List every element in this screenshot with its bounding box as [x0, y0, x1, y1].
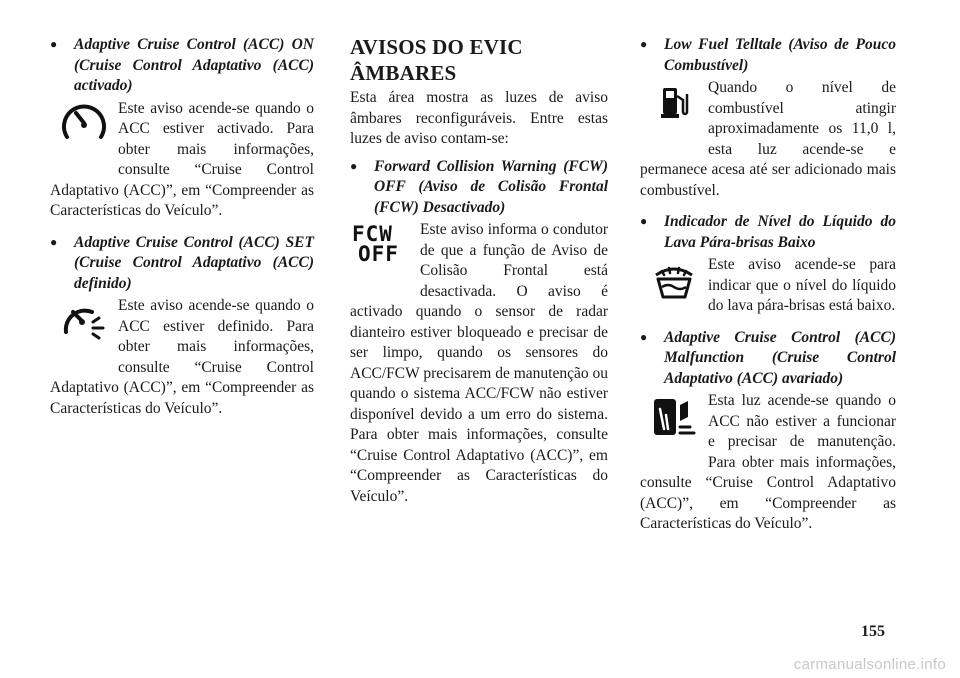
entry-heading: ● Forward Collision Warning (FCW) OFF (Aviso de Colisão Frontal (FCW) Desactivado) — [350, 157, 608, 216]
acc-malfunction-icon — [640, 395, 708, 455]
acc-malfunction-entry — [640, 327, 896, 535]
low-fuel-entry — [640, 34, 896, 201]
washer-fluid-entry — [640, 211, 896, 317]
column-3 — [640, 34, 896, 535]
fuel-pump-icon — [640, 82, 708, 142]
acc-set-entry — [50, 232, 314, 420]
entry-heading: ● Adaptive Cruise Control (ACC) ON (Cruise Control Adaptativo (ACC) activado) — [50, 36, 314, 94]
acc-set-icon — [50, 300, 118, 360]
entry-text: Quando o nível de combustível atingir aproximadamente os 11,0 l, esta luz acende-se e permanece acesa até ser adicionado mais combustível. — [640, 79, 896, 199]
entry-text: Este aviso acende-se para indicar que o nível do líquido do lava pára-brisas está baixo. — [708, 256, 896, 314]
fcw-off-entry — [350, 156, 608, 508]
entry-heading: ● Low Fuel Telltale (Aviso de Pouco Combustível) — [640, 36, 896, 74]
entry-text: Este aviso acende-se quando o ACC estiver definido. Para obter mais informações, consulte “Cruise Control Adaptativo (ACC)”, em “Compreender as Características do Veículo”. — [50, 297, 314, 417]
acc-on-entry — [50, 34, 314, 222]
column-1 — [50, 34, 314, 419]
entry-text: Esta luz acende-se quando o ACC não estiver a funcionar e precisar de manutenção. Para obter mais informações, consulte “Cruise Control Adaptativo (ACC)”, em “Compreender as Características do Veículo”. — [640, 392, 896, 532]
fcw-off-icon: FCW OFF — [352, 222, 399, 266]
entry-text: Este aviso acende-se quando o ACC estiver activado. Para obter mais informações, consulte “Cruise Control Adaptativo (ACC)”, em “Compreender as Características do Veículo”. — [50, 99, 314, 219]
section-intro: Esta área mostra as luzes de aviso âmbares reconfiguráveis. Entre estas luzes de aviso contam-se: — [350, 89, 608, 147]
column-2 — [350, 34, 608, 507]
watermark: carmanualsonline.info — [793, 656, 946, 673]
section-title: AVISOS DO EVIC ÂMBARES — [350, 35, 523, 85]
washer-fluid-icon — [640, 259, 708, 319]
acc-on-speedometer-icon — [50, 103, 118, 163]
entry-heading: ● Adaptive Cruise Control (ACC) SET (Cruise Control Adaptativo (ACC) definido) — [50, 233, 314, 292]
entry-heading: ● Indicador de Nível do Líquido do Lava Pára-brisas Baixo — [640, 213, 896, 251]
page-number: 155 — [861, 623, 885, 640]
entry-heading: ● Adaptive Cruise Control (ACC) Malfunction (Cruise Control Adaptativo (ACC) avariado) — [640, 328, 896, 387]
entry-text: Este aviso informa o condutor de que a função de Aviso de Colisão Frontal está desactivada. O aviso é activado quando o sensor de radar dianteiro estiver bloqueado e precisar de ser limpo, quando os sensores do ACC/FCW precisarem de manutenção ou quando o sistema ACC/FCW não estiver disponível devido a um erro do sistema. Para obter mais informações, consulte “Cruise Control Adaptativo (ACC)”, em “Compreender as Características do Veículo”. — [350, 221, 608, 505]
